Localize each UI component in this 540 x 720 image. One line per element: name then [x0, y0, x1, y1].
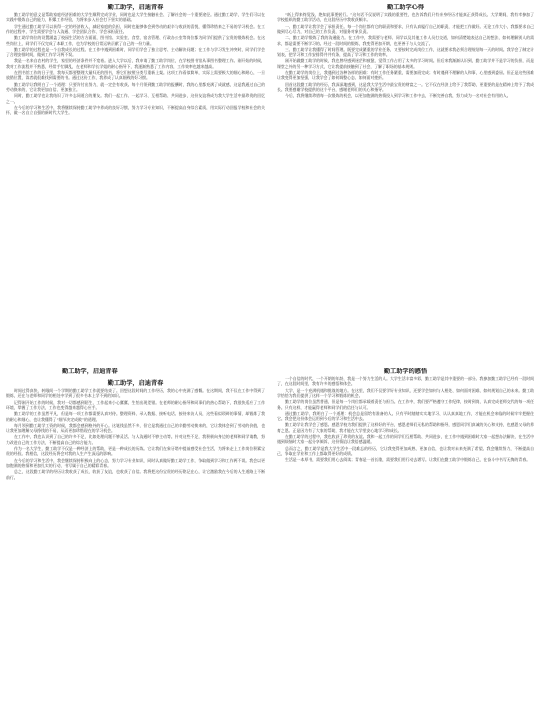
essay-paragraph: 勤工助学的工作虽然平凡，但是每一项工作都需要认真对待。整理资料、录入数据、接听电话、接待来访人员，这些看似琐碎的事情，却锻炼了我的耐心和细心，也让我懂得了“细节决定成败”的道理。 [6, 411, 265, 422]
essay-title: 勤工助学，启迪青春 [107, 380, 164, 387]
essay-paragraph: 学生通过勤工助学可以获得一定的经济收入，减轻家庭的负担，同时也能够体会到劳动的艰辛与收获的喜悦，懂得珍惜来之不易的学习机会。在工作的过程中，学生需要学会与人沟通、学会团队合作、学会承担责任。 [6, 23, 265, 35]
essay-paragraph: 总之，这段勤工助学的经历让我收获了成长，收获了友谊，也收获了自信。我将把这份宝贵的经历铭记在心，让它激励我在今后的人生道路上不断前行。 [6, 469, 265, 480]
essay-top-left [6, 4, 265, 304]
essay-paragraph: 勤工助学的过程也是一个自我成长的过程。在工作中遇到困难时，同学们学会了独立思考、主动解决问题；在工作与学习发生冲突时，同学们学会了合理安排时间，做到工作学习两不误。 [6, 46, 265, 58]
essay-paragraph: 在今后的学习和生活中，我会继续保持积极向上的心态，努力学习专业知识，同时认真做好勤工助学工作，争取做到学习和工作两不误。我会以更加饱满的热情和更加扎实的行动，书写属于自己的精彩青春。 [6, 457, 265, 469]
essay-paragraph: 生活是一本厚书，需要我们用心去阅读；青春是一首长歌，需要我们用行动去谱写。让我们在勤工助学中锻炼自己，在奋斗中书写无悔的青春。 [285, 457, 531, 463]
essay-paragraph: 我是一名来自农村的学生，家里的经济条件并不宽裕。进入大学以后，我申请了勤工助学岗位，在学校图书馆从事图书整理工作。刚开始的时候，我对工作流程并不熟悉，经常手忙脚乱，在老师和学长学姐的耐心指导下，我逐渐熟悉了工作内容，工作效率也越来越高。 [6, 58, 265, 69]
essay-paragraph: 同时，勤工助学也让我结识了许多志同道合的朋友。我们一起工作、一起学习、互相帮助、共同进步，这份友谊将成为我大学生活中最珍贵的回忆之一。 [6, 93, 265, 104]
essay-paragraph: 作为一名大学生，勤工助学不仅是一种经济上的帮助，更是一种成长的历练。它让我们在象牙塔中提前感受社会生活，为将来走上工作岗位积累宝贵的经验。我相信，这段经历将会对我的人生产生深远的影响。 [6, 446, 265, 457]
essay-paragraph: 在工作中，我也认识到了自己的许多不足，比如处理问题不够灵活、与人沟通时不够主动等。针对这些不足，我积极向身边的老师和同学请教，努力改进自己的工作方法，不断提高自己的综合能力。 [6, 434, 265, 445]
essay-paragraph: 刚开始做勤工助学的时候，我也曾经感到迷茫和疲惫，觉得工作占用了太多的学习时间。但后来我渐渐认识到，勤工助学并不是学习的负担，而是课堂之外的另一种学习方式，它让我提前接触到了社会，了解了职场的基本规则。 [277, 58, 534, 69]
essay-paragraph: 三、勤工助学让我懂得了时间管理。既要完成繁重的学业任务，又要按时完成岗位工作，这就要求我必须合理规划每一天的时间。我学会了制定计划表，把学习和工作安排得井井有条，提高了学习和工作的效率。 [277, 46, 534, 58]
essay-body [277, 376, 534, 463]
essay-paragraph: 在今后的学习和生活中，我将继续保持勤工助学中养成的良好习惯，努力学习专业知识，不断提高自身综合素质，用实际行动回报学校和社会的关怀，做一名自立自强的新时代大学生。 [6, 104, 265, 116]
essay-paragraph: 二、勤工助学锻炼了我的沟通能力。在工作中，我需要与老师、同学以及其他工作人员打交道，如何清楚地表达自己的想法、如何理解别人的需求，都是需要不断学习的。经过一段时间的锻炼，我变得更加开朗，也更善于与人交流了。 [277, 35, 534, 46]
essay-paragraph: 勤工助学让我明白了一个道理：只要肯付出努力，就一定会有收获。每个月领到勤工助学的报酬时，我的心里都充满了成就感，这是我通过自己的劳动换来的，它让我更加自信、更加独立。 [6, 81, 265, 93]
essay-paragraph: 勤工助学的意义是帮助家庭经济困难的大学生顺利完成学业，同时也是大学生接触社会、了解社会的一个重要途径。通过勤工助学，学生们可以在实践中锻炼自己的能力，积累工作经验，为将来步入社会打下坚实的基础。 [6, 12, 265, 23]
essay-paragraph: 一、勤工助学让我学会了承担责任。每一个岗位都有它的职责和要求，只有认真履行自己的职责，才能把工作做好。无论工作大小，我都要求自己做到尽心尽力，对自己的工作负责，对服务对象负责。 [277, 23, 534, 35]
essay-paragraph: 勤工助学让我学会了感恩。感恩学校为我们提供了这样好的平台，感恩老师们无私的帮助和指导，感恩同学们真诚的关心和支持，也感恩父母的养育之恩。正是因为有了大家的帮助，我才能在大学里安心地学习和成长。 [277, 422, 534, 433]
essay-top-right [277, 4, 534, 304]
essay-bottom-left [6, 368, 265, 718]
essay-paragraph: 在图书馆工作的日子里，我每天都要整理大量归还的图书，将它们按照分类号重新上架。这项工作看似简单，实际上需要极大的细心和耐心，一旦放错位置，读者就很难找到需要的书。通过这份工作，我养成了认真细致的好习惯。 [6, 70, 265, 81]
essay-paragraph: 时间过得真快，转眼间一个学期的勤工助学工作就要结束了。回想这段时间的工作经历，我的心中充满了感慨。在这期间，我不仅在工作中得到了锻炼，还在与老师和同学的相处中学到了很多书本上学不到的知识。 [6, 388, 265, 399]
essay-paragraph: 勤工助学的岗位虽然普通，但是每一个岗位都承载着责任与担当。在工作中，我们要严格遵守工作纪律，按时到岗，认真完成老师交代的每一项任务。只有这样，才能赢得老师和同学们的信任与认可。 [277, 399, 534, 410]
essay-paragraph: 通过勤工助学，我明白了一个道理：机会总是留给有准备的人。只有平时踏踏实实地学习、认认真真地工作，才能在机会来临的时候牢牢把握住它。我会把这份体会运用到今后的学习和生活中去。 [277, 410, 534, 422]
essay-bottom-right [277, 368, 534, 718]
essay-paragraph: 大学，是一个充满机遇和挑战的地方。在这里，我们不仅要学好专业知识，还要学会如何与人相处、如何面对困难、如何规划自己的未来。勤工助学恰恰为我们提供了这样一个学习和锻炼的机会。 [277, 387, 534, 399]
essay-paragraph: “纸上得来终觉浅，绝知此事要躬行。”这句话不仅说明了实践的重要性，也告诉我们只有亲身经历才能真正获得成长。大学期间，我有幸参加了学校组织的勤工助学活动，在这段经历中我收获颇丰。 [277, 12, 534, 23]
essay-body [6, 388, 265, 480]
essay-paragraph: 一个自信的时代，一个开朗的年龄，我是一个努力生活的人。大学生活丰富多彩，勤工助学是其中重要的一部分。我参加勤工助学已经有一段时间了，在这段时间里，我有许多的感悟和体会。 [277, 376, 534, 387]
essay-paragraph: 今后，我将继续珍惜每一次锻炼的机会，以更加饱满的热情投入到学习和工作中去，不断完善自我，努力成为一名对社会有用的人。 [285, 93, 511, 99]
essay-title: 勤工助学，启迪青春 [107, 4, 164, 11]
essay-paragraph: 每月领到勤工助学工资的时候，我都会感到格外的开心。这笔钱虽然不多，但它是我通过自己的辛勤劳动换来的，它让我体会到了劳动的价值，也让我更加理解父母挣钱的不易，从而更加珍惜现在的学习机会。 [6, 422, 265, 434]
essay-paragraph: 勤工助学岗位的设置涵盖了校园生活的方方面面，图书馆、实验室、食堂、宿舍管理、行政办公室等岗位都为同学们提供了宝贵的锻炼机会。在这些岗位上，同学们不仅完成了本职工作，也为学校的日常运转贡献了自己的一份力量。 [6, 35, 265, 46]
essay-paragraph: 在勤工助学的过程中，我也收获了珍贵的友谊。我和一起工作的同学们互相帮助、共同进步，在工作中遇到困难时大家一起想办法解决，在生活中遇到烦恼时大家一起分享倾诉，这份情谊让我倍感温暖。 [277, 434, 534, 445]
essay-title: 勤工助学的感悟 [383, 368, 428, 375]
essay-body [6, 12, 265, 116]
essay-title: 勤工助学心得 [386, 4, 425, 11]
essay-paragraph: 记得刚开始工作的时候，我对一切都感到陌生，工作起来小心翼翼，生怕出现差错。在老师的耐心指导和同事们的热心帮助下，我很快适应了工作环境，掌握了工作方法，工作也变得越来越得心应手。 [6, 399, 265, 411]
essay-paragraph: 在勤工助学的岗位上，我遇到过各种各样的困难：有时工作任务繁重，需要加班完成；有时遇到不理解的人和事，心里感到委屈。但正是这些困难让我变得更加坚强，让我学会了如何调整心态、如何面对挫折。 [277, 70, 534, 81]
essay-body [277, 12, 534, 99]
essay-heading: 勤工助学，启迪青春 [62, 368, 118, 375]
essay-paragraph: 回首这段勤工助学的经历，我深深地感到，这是我大学生活中最宝贵的财富之一。它不仅在经济上给予了我帮助，更重要的是在精神上给予了我成长。我要感谢学校提供的这个平台，感谢老师们的关心和指导。 [277, 81, 534, 93]
essay-paragraph: 总而言之，勤工助学是我大学生活中一段难忘的经历，它让我变得更加成熟、更加自信，也让我对未来充满了希望。我会继续努力，不断提高自己，争取在学业和工作上都取得更好的成绩。 [277, 445, 534, 457]
